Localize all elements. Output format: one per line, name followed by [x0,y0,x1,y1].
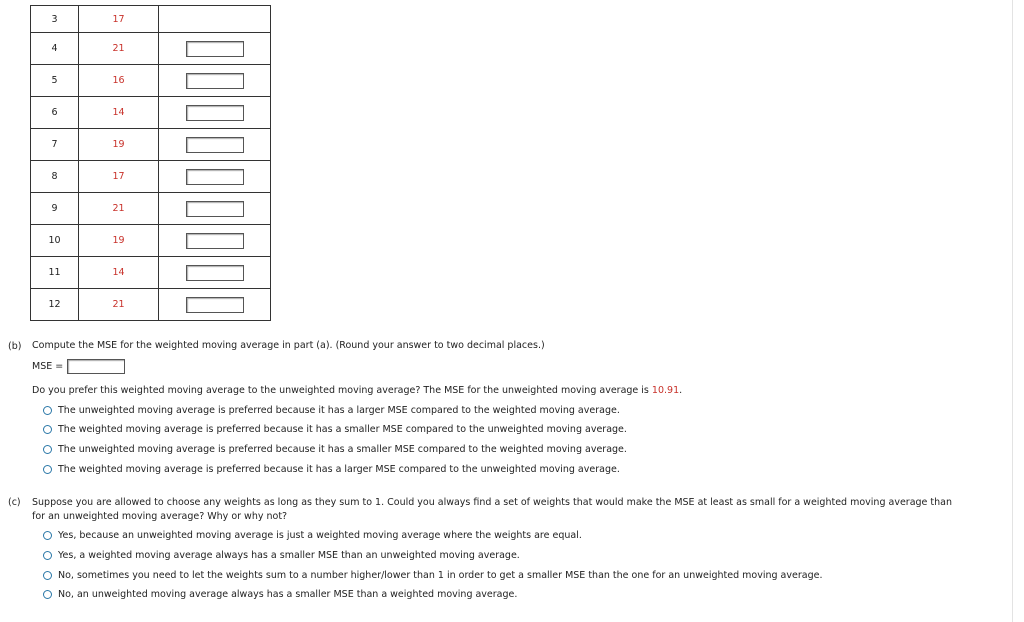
table-row [31,97,271,129]
prefer-question [32,384,682,398]
radio-button-icon[interactable] [43,551,52,560]
period-cell: 9 [31,193,79,225]
radio-button-icon[interactable] [43,590,52,599]
option-text: The weighted moving average is preferred because it has a smaller MSE compared to the unweighted moving average. [58,423,627,435]
part-b-question: Compute the MSE for the weighted moving average in part (a). (Round your answer to two decimal places.) [32,340,545,351]
option-text: No, sometimes you need to let the weights sum to a number higher/lower than 1 in order to get a smaller MSE than the one for an unweighted moving average. [58,569,823,581]
time-series-table-body [31,6,271,321]
table-row [31,33,271,65]
part-c-question-line1: Suppose you are allowed to choose any weights as long as they sum to 1. Could you always find a set of weights that would make the MSE at least as small for a weighted moving average than [32,497,952,508]
period-cell: 8 [31,161,79,193]
part-c-option-4[interactable] [43,587,517,601]
forecast-input[interactable] [186,105,244,121]
table-row [31,65,271,97]
radio-button-icon[interactable] [43,465,52,474]
option-text: Yes, a weighted moving average always has a smaller MSE than an unweighted moving average. [58,549,520,561]
option-text: No, an unweighted moving average always has a smaller MSE than a weighted moving average. [58,588,518,600]
forecast-cell [159,97,271,129]
part-b-option-4[interactable] [43,462,620,476]
period-cell: 12 [31,289,79,321]
forecast-cell [159,225,271,257]
value-cell: 14 [79,257,159,289]
value-cell: 16 [79,65,159,97]
time-series-table [30,5,271,321]
period-cell: 10 [31,225,79,257]
part-c-question [32,496,1007,524]
value-cell: 17 [79,161,159,193]
forecast-cell [159,33,271,65]
period-cell: 7 [31,129,79,161]
value-cell: 19 [79,225,159,257]
period-cell: 6 [31,97,79,129]
table-row [31,257,271,289]
mse-label: MSE = [32,360,64,372]
part-b-option-1[interactable] [43,403,620,417]
part-c-option-1[interactable] [43,528,582,542]
forecast-cell [159,6,271,33]
period-cell: 11 [31,257,79,289]
part-b-label: (b) [8,341,22,352]
prefer-question-text: Do you prefer this weighted moving average to the unweighted moving average? The MSE for the unweighted moving average is [32,385,649,396]
table-row [31,129,271,161]
part-b-option-2[interactable] [43,422,627,436]
forecast-input[interactable] [186,41,244,57]
table-row [31,6,271,33]
table-row [31,289,271,321]
forecast-cell [159,257,271,289]
option-text: The weighted moving average is preferred because it has a larger MSE compared to the unweighted moving average. [58,463,620,475]
part-c-label: (c) [8,497,21,508]
option-text: The unweighted moving average is preferred because it has a larger MSE compared to the weighted moving average. [58,404,620,416]
prefer-question-period: . [679,385,683,396]
table-row [31,225,271,257]
period-cell: 5 [31,65,79,97]
value-cell: 17 [79,6,159,33]
option-text: Yes, because an unweighted moving average is just a weighted moving average where the weights are equal. [58,529,582,541]
value-cell: 21 [79,33,159,65]
table-row [31,193,271,225]
mse-row [32,358,125,374]
part-b-option-3[interactable] [43,442,627,456]
page-right-border [1012,0,1013,622]
part-c-option-3[interactable] [43,568,822,582]
value-cell: 19 [79,129,159,161]
value-cell: 21 [79,193,159,225]
forecast-input[interactable] [186,265,244,281]
forecast-cell [159,193,271,225]
radio-button-icon[interactable] [43,571,52,580]
part-c-option-2[interactable] [43,548,520,562]
forecast-input[interactable] [186,233,244,249]
forecast-cell [159,65,271,97]
value-cell: 14 [79,97,159,129]
unweighted-mse-value: 10.91 [651,385,680,396]
forecast-input[interactable] [186,297,244,313]
value-cell: 21 [79,289,159,321]
part-c-question-line2: for an unweighted moving average? Why or why not? [32,511,288,522]
radio-button-icon[interactable] [43,531,52,540]
forecast-cell [159,161,271,193]
forecast-input[interactable] [186,137,244,153]
radio-button-icon[interactable] [43,445,52,454]
mse-input[interactable] [67,359,125,374]
forecast-input[interactable] [186,73,244,89]
forecast-cell [159,289,271,321]
option-text: The unweighted moving average is preferred because it has a smaller MSE compared to the weighted moving average. [58,443,627,455]
table-row [31,161,271,193]
radio-button-icon[interactable] [43,425,52,434]
radio-button-icon[interactable] [43,406,52,415]
forecast-input[interactable] [186,201,244,217]
forecast-input[interactable] [186,169,244,185]
period-cell: 4 [31,33,79,65]
forecast-cell [159,129,271,161]
period-cell: 3 [31,6,79,33]
